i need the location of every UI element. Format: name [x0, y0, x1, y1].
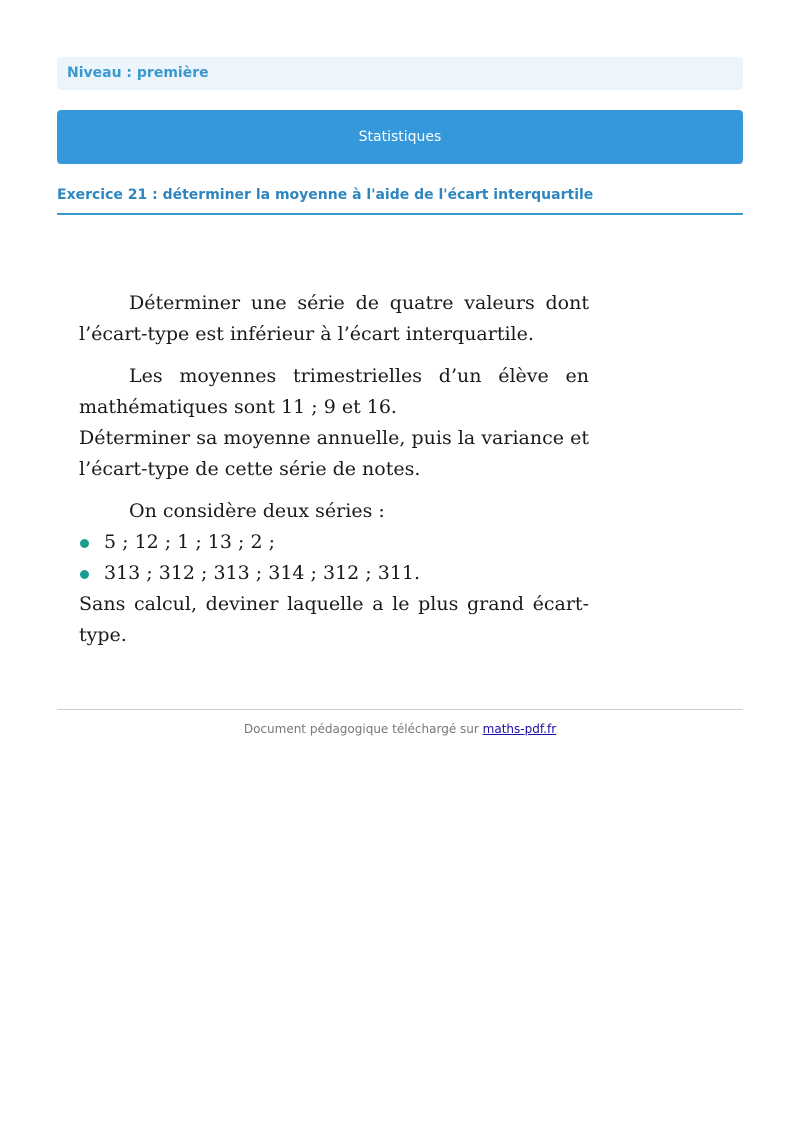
bullet-dot-icon [80, 539, 89, 548]
exercise-part-2-statement: Les moyennes trimestrielles d’un élève en mathématiques sont 11 ; 9 et 16. [79, 365, 589, 418]
footer-link[interactable]: maths-pdf.fr [482, 722, 557, 736]
footer [57, 722, 743, 736]
footer-divider [57, 709, 743, 710]
series-list-item [79, 558, 589, 589]
series-1: 5 ; 12 ; 1 ; 13 ; 2 ; [104, 531, 275, 553]
level-label: Niveau : première [57, 57, 743, 90]
series-2: 313 ; 312 ; 313 ; 314 ; 312 ; 311. [104, 562, 421, 584]
chapter-banner: Statistiques [57, 110, 743, 164]
exercise-part-3-question: Sans calcul, deviner laquelle a le plus grand écart-type. [79, 593, 589, 646]
exercise-body [79, 288, 589, 651]
exercise-title: Exercice 21 : déterminer la moyenne à l'aide de l'écart interquartile [57, 185, 743, 215]
exercise-part-3-intro: On considère deux séries : [129, 500, 385, 522]
footer-text: Document pédagogique téléchargé sur [243, 722, 479, 736]
exercise-part-1: Déterminer une série de quatre valeurs dont l’écart-type est inférieur à l’écart interquartile. [79, 292, 589, 345]
exercise-part-2-question: Déterminer sa moyenne annuelle, puis la variance et l’écart-type de cette série de notes. [79, 427, 589, 480]
bullet-dot-icon [80, 570, 89, 579]
series-list-item [79, 527, 589, 558]
